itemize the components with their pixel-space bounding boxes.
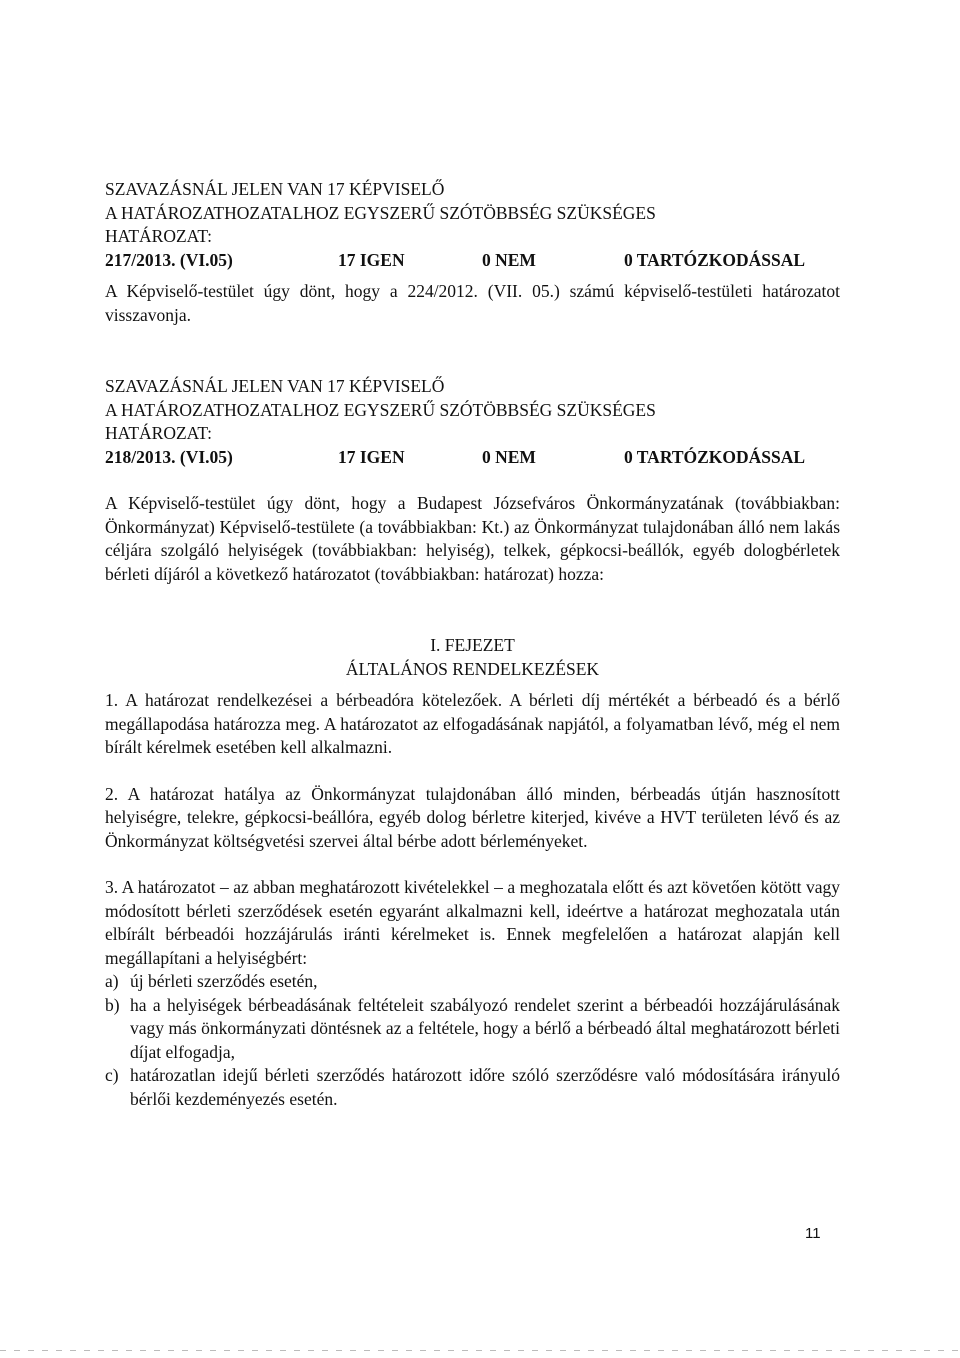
vote-yes: 17 IGEN <box>338 249 405 270</box>
vote-no: 0 NEM <box>482 249 536 270</box>
list-text: új bérleti szerződés esetén, <box>130 971 318 991</box>
list-text: határozatlan idejű bérleti szerződés határozott időre szóló szerződésre való módosítására irányuló bérlői kezdeményezés esetén. <box>130 1065 840 1109</box>
vote-result-row <box>105 446 840 470</box>
document-body <box>105 178 840 1111</box>
vote-yes: 17 IGEN <box>338 446 405 467</box>
list-item <box>105 970 840 994</box>
vote-label: HATÁROZAT: <box>105 423 213 443</box>
chapter-title: ÁLTALÁNOS RENDELKEZÉSEK <box>345 658 600 679</box>
list-item <box>105 994 840 1065</box>
vote-present-line: SZAVAZÁSNÁL JELEN VAN 17 KÉPVISELŐ <box>105 179 445 199</box>
paragraph-2: 2. A határozat hatálya az Önkormányzat tulajdonában álló minden, bérbeadás útján hasznosított helyiségre, telekre, gépkocsi-beállóra, egyéb dolog bérletre kiterjed, kivéve a HVT területen lévő és az Önkormányzat költségvetési szervei által bérbe adott bérleményeket. <box>105 783 840 851</box>
vote-abstain: 0 TARTÓZKODÁSSAL <box>624 249 806 270</box>
vote-block-217 <box>105 178 840 327</box>
page-number: 11 <box>805 1225 821 1242</box>
resolution-number: 217/2013. (VI.05) <box>105 249 233 270</box>
scan-artifact-line <box>0 1350 960 1351</box>
paragraph-3: 3. A határozatot – az abban meghatározott kivételekkel – a meghozatala előtt és azt követően kötött vagy módosított bérleti szerződések esetén egyaránt alkalmazni kell, ideértve a határozat meghozatala után elbírált bérbeadói hozzájárulás iránti kérelmeket is. Ennek megfelelően a határozat alapján kell megállapítani a helyiségbért: <box>105 877 840 968</box>
vote-label: HATÁROZAT: <box>105 226 213 246</box>
list <box>105 970 840 1111</box>
list-marker: a) <box>105 971 119 991</box>
vote-block-218 <box>105 375 840 586</box>
paragraph-1: 1. A határozat rendelkezései a bérbeadóra kötelezőek. A bérleti díj mértékét a bérbeadó és a bérlő megállapodása határozza meg. A határozatot az elfogadásának napjától, a folyamatban lévő, még el nem bírált kérelmek esetében kell alkalmazni. <box>105 690 840 757</box>
resolution-text: A Képviselő-testület úgy dönt, hogy a Budapest Józsefváros Önkormányzatának (továbbiakban: Önkormányzat) Képviselő-testülete (a továbbiakban: Kt.) az Önkormányzat tulajdonában álló nem lakás céljára szolgáló helyiségek (továbbiakban: helyiség), telkek, gépkocsi-beállók, egyéb dologbérletek bérleti díjáról a következő határozatot (továbbiakban: határozat) hozza: <box>105 493 840 584</box>
list-text: ha a helyiségek bérbeadásának feltételeit szabályozó rendelet szerint a bérbeadói hozzájárulásának vagy más önkormányzati döntésnek az a feltétele, hogy a bérlő a bérbeadó által meghatározott bérleti díjat elfogadja, <box>130 994 840 1062</box>
list-marker: c) <box>105 1065 119 1085</box>
vote-result-row <box>105 249 840 273</box>
vote-abstain: 0 TARTÓZKODÁSSAL <box>624 446 806 467</box>
resolution-text: A Képviselő-testület úgy dönt, hogy a 224/2012. (VII. 05.) számú képviselő-testületi határozatot visszavonja. <box>105 281 840 325</box>
list-item <box>105 1064 840 1111</box>
vote-majority-line: A HATÁROZATHOZATALHOZ EGYSZERŰ SZÓTÖBBSÉG SZÜKSÉGES <box>105 202 656 223</box>
list-marker: b) <box>105 994 120 1015</box>
resolution-number: 218/2013. (VI.05) <box>105 446 233 467</box>
vote-present-line: SZAVAZÁSNÁL JELEN VAN 17 KÉPVISELŐ <box>105 376 445 396</box>
vote-no: 0 NEM <box>482 446 536 467</box>
vote-majority-line: A HATÁROZATHOZATALHOZ EGYSZERŰ SZÓTÖBBSÉG SZÜKSÉGES <box>105 399 656 420</box>
chapter-number: I. FEJEZET <box>430 635 515 655</box>
